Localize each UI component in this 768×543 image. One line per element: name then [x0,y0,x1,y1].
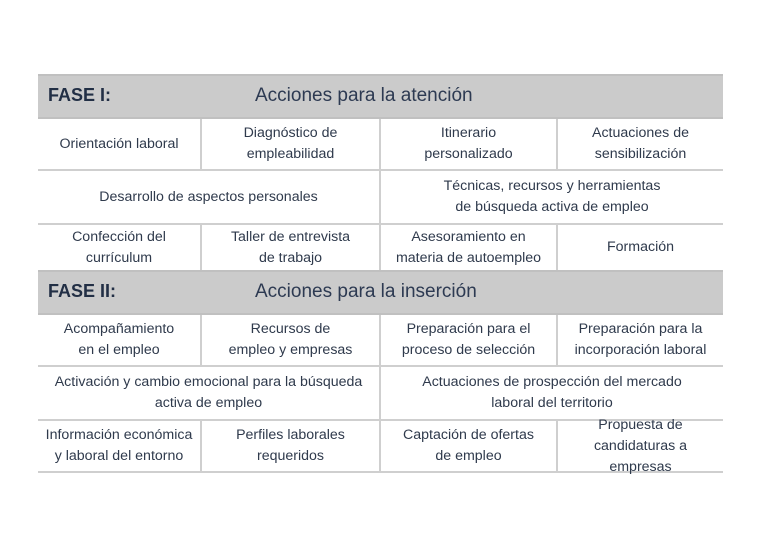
phase-2-title: Acciones para la inserción [255,281,477,302]
cell-text: Orientación laboral [59,135,179,152]
table-cell [556,225,723,270]
table-cell [38,171,379,223]
table-cell [379,119,556,169]
cell-text: Confección del currículum [72,228,166,266]
table-cell [200,119,379,169]
cell-text: Activación y cambio emocional para la búsqueda activa de empleo [54,374,363,411]
cell-text: Asesoramiento en materia de autoempleo [395,228,542,266]
table-cell [200,225,379,270]
table-cell [556,119,723,169]
phase-1-row-2 [38,171,723,225]
cell-text: Formación [606,239,675,255]
table-cell [556,416,723,475]
cell-text: Diagnóstico de empleabilidad [243,125,338,162]
cell-text: Información económica y laboral del entorno [45,427,193,464]
table-cell [200,421,379,471]
phase-1-label: FASE I: [48,85,112,105]
cell-text: Recursos de empleo y empresas [228,321,353,358]
table-cell [38,367,379,419]
table-cell [379,367,723,419]
table-cell [379,225,556,270]
table-cell [379,315,556,365]
table-cell [556,315,723,365]
phase-1-header [38,74,723,119]
cell-text: Itinerario personalizado [424,125,513,162]
phase-2-row-3 [38,416,723,475]
cell-text: Propuesta de candidaturas a empresas [593,416,688,475]
cell-text: Desarrollo de aspectos personales [99,188,318,205]
table-cell [38,421,200,471]
phase-2-row-2 [38,367,723,421]
phase-2-header [38,270,723,315]
cell-text: Captación de ofertas de empleo [403,427,534,464]
cell-text: Preparación para el proceso de selección [401,321,536,358]
table-cell [379,421,556,471]
phases-table [38,74,723,473]
phase-2-label: FASE II: [48,281,117,301]
table-cell [200,315,379,365]
table-cell [38,119,200,169]
cell-text: Acompañamiento en el empleo [63,321,175,358]
phase-1-title: Acciones para la atención [255,85,473,106]
cell-text: Taller de entrevista de trabajo [230,228,351,266]
cell-text: Perfiles laborales requeridos [236,427,345,464]
table-cell [38,225,200,270]
phase-1-row-1 [38,119,723,171]
table-cell [379,171,723,223]
cell-text: Preparación para la incorporación laboral [574,321,707,358]
cell-text: Actuaciones de sensibilización [591,125,689,162]
cell-text: Actuaciones de prospección del mercado laboral del territorio [422,374,682,411]
table-cell [38,315,200,365]
cell-text: Técnicas, recursos y herramientas de búsqueda activa de empleo [443,178,661,215]
phase-2-row-1 [38,315,723,367]
phase-1-row-3 [38,225,723,270]
